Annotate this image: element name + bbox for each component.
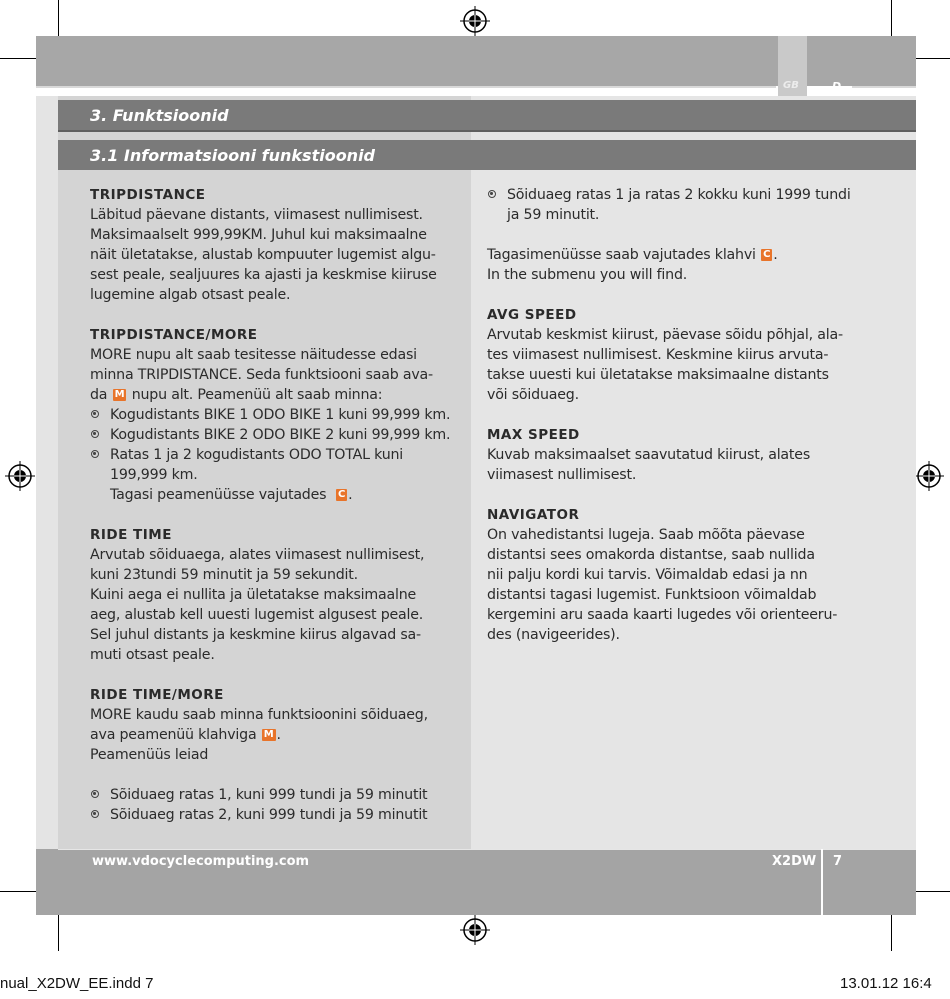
crop-mark	[0, 891, 36, 892]
page-number: 7	[833, 854, 843, 869]
paragraph-line: distantsi tagasi lugemist. Funktsioon võimaldab	[487, 587, 817, 603]
paragraph-line: sest peale, sealjuures ka ajasti ja keskmise kiiruse	[90, 267, 437, 283]
paragraph-line: Kuvab maksimaalset saavutatud kiirust, alates	[487, 447, 811, 463]
bullet-icon	[91, 810, 99, 818]
list-item: Sõiduaeg ratas 1, kuni 999 tundi ja 59 minutit	[90, 785, 465, 805]
paragraph-line: Kuini aega ei nullita ja ületatakse maksimaalne	[90, 587, 417, 603]
m-key-badge: M	[114, 389, 125, 400]
footer-url: www.vdocyclecomputing.com	[92, 854, 310, 869]
paragraph-line: On vahedistantsi lugeja. Saab mõõta päevase	[487, 527, 805, 543]
paragraph-line: distantsi sees omakorda distantse, saab nullida	[487, 547, 815, 563]
list-item: Ratas 1 ja 2 kogudistants ODO TOTAL kuni	[90, 445, 465, 465]
paragraph-line: nii palju kordi kui tarvis. Võimaldab edasi ja nn	[487, 567, 808, 583]
paragraph-line: Sel juhul distants ja keskmine kiirus algavad sa-	[90, 627, 421, 643]
heading-navigator: NAVIGATOR	[487, 507, 580, 523]
c-key-badge: C	[337, 489, 346, 500]
crop-mark	[914, 58, 950, 59]
bullet-icon	[488, 190, 496, 198]
section-title: 3. Funktsioonid	[58, 100, 916, 130]
registration-mark-icon	[5, 461, 35, 491]
heading-ride-time: RIDE TIME	[90, 527, 172, 543]
paragraph-line: kuni 23tundi 59 minutit ja 59 sekundit.	[90, 567, 358, 583]
registration-mark-icon	[460, 6, 490, 36]
paragraph-line: minna TRIPDISTANCE. Seda funktsiooni saab ava-	[90, 367, 433, 383]
divider	[36, 86, 776, 88]
right-column	[487, 185, 907, 645]
paragraph-line: aeg, alustab kell uuesti lugemist algusest peale.	[90, 607, 424, 623]
c-key-badge: C	[763, 249, 771, 260]
divider	[852, 86, 916, 88]
subsection-title: 3.1 Informatsiooni funkstioonid	[58, 140, 916, 170]
left-column	[90, 185, 465, 825]
paragraph-line: Tagasimenüüsse saab vajutades klahvi C .	[487, 247, 778, 263]
heading-ride-time-more: RIDE TIME/MORE	[90, 687, 224, 703]
paragraph-line: Tagasi peamenüüsse vajutades C .	[110, 487, 353, 503]
m-key-badge: M	[263, 729, 274, 740]
list-item: Sõiduaeg ratas 2, kuni 999 tundi ja 59 minutit	[90, 805, 465, 825]
slug-filename: nual_X2DW_EE.indd 7	[0, 975, 154, 992]
lang-label-d: D	[832, 80, 842, 93]
list-item: Kogudistants BIKE 1 ODO BIKE 1 kuni 99,999 km.	[90, 405, 465, 425]
paragraph-line: MORE kaudu saab minna funktsioonini sõiduaeg,	[90, 707, 428, 723]
paragraph-line: Arvutab keskmist kiirust, päevase sõidu põhjal, ala-	[487, 327, 843, 343]
heading-max-speed: MAX SPEED	[487, 427, 580, 443]
heading-tripdistance: TRIPDISTANCE	[90, 187, 206, 203]
paragraph-line: Peamenüüs leiad	[90, 747, 209, 763]
list-item-continuation: ja 59 minutit.	[507, 207, 600, 223]
bullet-icon	[91, 430, 99, 438]
registration-mark-icon	[914, 461, 944, 491]
paragraph-line: või sõiduaeg.	[487, 387, 579, 403]
paragraph-line: tes viimasest nullimisest. Keskmine kiirus arvuta-	[487, 347, 829, 363]
list-item-continuation: 199,999 km.	[110, 467, 198, 483]
bullet-icon	[91, 790, 99, 798]
registration-mark-icon	[460, 915, 490, 945]
list-item: Sõiduaeg ratas 1 ja ratas 2 kokku kuni 1999 tundi	[487, 185, 907, 205]
paragraph-line: des (navigeerides).	[487, 627, 620, 643]
footer-model: X2DW	[772, 854, 817, 869]
bullet-icon	[91, 410, 99, 418]
divider	[821, 849, 823, 915]
lang-label-gb: GB	[783, 80, 799, 91]
paragraph-line: takse uuesti kui ületatakse maksimaalne distants	[487, 367, 829, 383]
divider	[58, 130, 916, 132]
heading-avg-speed: AVG SPEED	[487, 307, 577, 323]
paragraph-line: muti otsast peale.	[90, 647, 215, 663]
paragraph-line: da M nupu alt. Peamenüü alt saab minna:	[90, 387, 383, 403]
paragraph-line: Maksimaalselt 999,99KM. Juhul kui maksimaalne	[90, 227, 427, 243]
crop-mark	[891, 0, 892, 36]
crop-mark	[891, 915, 892, 951]
paragraph-line: Läbitud päevane distants, viimasest nullimisest.	[90, 207, 423, 223]
margin-strip	[36, 96, 58, 849]
paragraph-line: viimasest nullimisest.	[487, 467, 637, 483]
paragraph-line: MORE nupu alt saab tesitesse näitudesse edasi	[90, 347, 417, 363]
crop-mark	[914, 891, 950, 892]
paragraph-line: lugemine algab otsast peale.	[90, 287, 291, 303]
paragraph-line: näit ületatakse, alustab kompuuter lugemist algu-	[90, 247, 436, 263]
crop-mark	[58, 0, 59, 36]
slug-date: 13.01.12 16:4	[840, 975, 932, 992]
bullet-icon	[91, 450, 99, 458]
divider	[810, 86, 826, 88]
divider	[58, 849, 916, 850]
crop-mark	[0, 58, 36, 59]
list-item: Kogudistants BIKE 2 ODO BIKE 2 kuni 99,999 km.	[90, 425, 465, 445]
paragraph-line: In the submenu you will find.	[487, 267, 688, 283]
paragraph-line: kergemini aru saada kaarti lugedes või orienteeru-	[487, 607, 838, 623]
heading-tripdistance-more: TRIPDISTANCE/MORE	[90, 327, 258, 343]
paragraph-line: Arvutab sõiduaega, alates viimasest nullimisest,	[90, 547, 425, 563]
paragraph-line: ava peamenüü klahviga M .	[90, 727, 281, 743]
crop-mark	[58, 915, 59, 951]
